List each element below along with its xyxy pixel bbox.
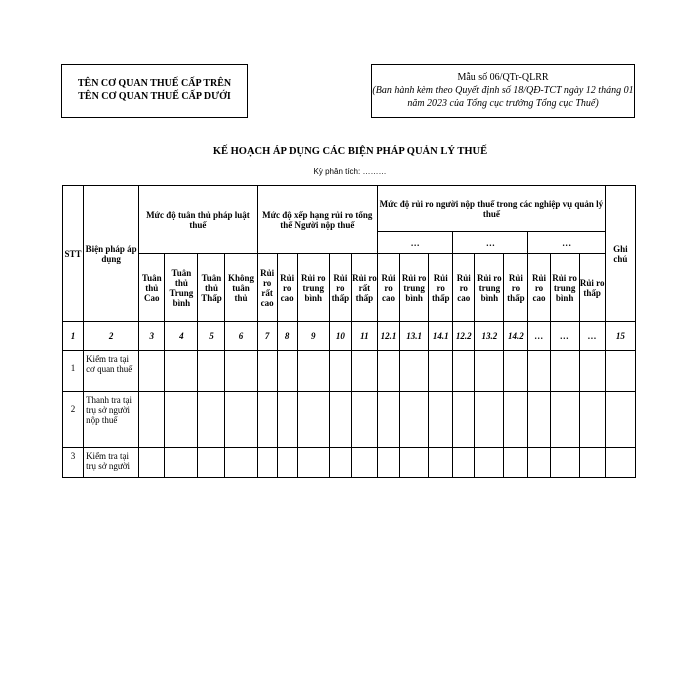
- column-number: 11: [351, 322, 377, 351]
- compliance-col-header: Tuân thủ Trung bình: [165, 254, 198, 322]
- column-number-row: [63, 322, 636, 351]
- form-info-box: [371, 64, 635, 118]
- col-stt-header: STT: [63, 186, 84, 322]
- column-number: 6: [225, 322, 257, 351]
- agency-lower: TÊN CƠ QUAN THUẾ CẤP DƯỚI: [78, 91, 231, 102]
- table-row: [63, 392, 636, 448]
- column-number: …: [579, 322, 605, 351]
- risk-col-header: Rủi ro thấp: [504, 254, 528, 322]
- row-stt: 1: [63, 351, 84, 392]
- column-number: 12.2: [453, 322, 475, 351]
- column-number: 5: [198, 322, 225, 351]
- col-note-header: Ghi chú: [605, 186, 635, 322]
- column-number: 2: [84, 322, 139, 351]
- risk-col-header: Rủi ro trung bình: [400, 254, 429, 322]
- column-number: 15: [605, 322, 635, 351]
- column-number: 8: [277, 322, 297, 351]
- table-row: [63, 351, 636, 392]
- column-number: 14.1: [429, 322, 453, 351]
- risk-col-header: Rủi ro cao: [528, 254, 550, 322]
- rank-col-header: Rủi ro trung bình: [297, 254, 329, 322]
- plan-table: [62, 185, 636, 478]
- table-row: [63, 448, 636, 478]
- group-compliance-header: Mức độ tuân thủ pháp luật thuế: [139, 186, 257, 254]
- form-note: (Ban hành kèm theo Quyết định số 18/QĐ-TCT ngày 12 tháng 01 năm 2023 của Tổng cục trưởng Tổng cục Thuế): [372, 85, 634, 109]
- analysis-period: Kỳ phân tích: ………: [313, 167, 387, 176]
- column-number: 13.1: [400, 322, 429, 351]
- column-number: 9: [297, 322, 329, 351]
- column-number: 4: [165, 322, 198, 351]
- risk-col-header: Rủi ro thấp: [429, 254, 453, 322]
- rank-col-header: Rủi ro thấp: [329, 254, 351, 322]
- column-number: 3: [139, 322, 165, 351]
- risk-col-header: Rủi ro trung bình: [550, 254, 579, 322]
- compliance-col-header: Tuân thủ Cao: [139, 254, 165, 322]
- col-measure-header: Biện pháp áp dụng: [84, 186, 139, 322]
- column-number: …: [528, 322, 550, 351]
- column-number: 7: [257, 322, 277, 351]
- subgroup-header: …: [453, 232, 528, 254]
- rank-col-header: Rủi ro rất thấp: [351, 254, 377, 322]
- column-number: …: [550, 322, 579, 351]
- group-business-header: Mức độ rủi ro người nộp thuế trong các nghiệp vụ quản lý thuế: [378, 186, 606, 232]
- row-measure: Thanh tra tại trụ sở người nộp thuế: [84, 392, 139, 448]
- row-measure: Kiểm tra tại cơ quan thuế: [84, 351, 139, 392]
- row-stt: 3: [63, 448, 84, 478]
- group-rank-header: Mức độ xếp hạng rủi ro tổng thể Người nộp thuế: [257, 186, 377, 254]
- subgroup-header: …: [528, 232, 605, 254]
- risk-col-header: Rủi ro cao: [453, 254, 475, 322]
- column-number: 10: [329, 322, 351, 351]
- rank-col-header: Rủi ro cao: [277, 254, 297, 322]
- agency-upper: TÊN CƠ QUAN THUẾ CẤP TRÊN: [77, 78, 232, 89]
- form-number: Mẫu số 06/QTr-QLRR: [457, 72, 549, 83]
- risk-col-header: Rủi ro trung bình: [475, 254, 504, 322]
- risk-col-header: Rủi ro cao: [378, 254, 400, 322]
- document-title: KẾ HOẠCH ÁP DỤNG CÁC BIỆN PHÁP QUẢN LÝ THUẾ: [212, 146, 488, 157]
- risk-col-header: Rủi ro thấp: [579, 254, 605, 322]
- row-stt: 2: [63, 392, 84, 448]
- column-number: 12.1: [378, 322, 400, 351]
- column-number: 13.2: [475, 322, 504, 351]
- compliance-col-header: Tuân thủ Thấp: [198, 254, 225, 322]
- column-number: 14.2: [504, 322, 528, 351]
- row-measure: Kiểm tra tại trụ sở người: [84, 448, 139, 478]
- column-number: 1: [63, 322, 84, 351]
- compliance-col-header: Không tuân thủ: [225, 254, 257, 322]
- agency-header-box: [61, 64, 248, 118]
- subgroup-header: …: [378, 232, 453, 254]
- rank-col-header: Rủi ro rất cao: [257, 254, 277, 322]
